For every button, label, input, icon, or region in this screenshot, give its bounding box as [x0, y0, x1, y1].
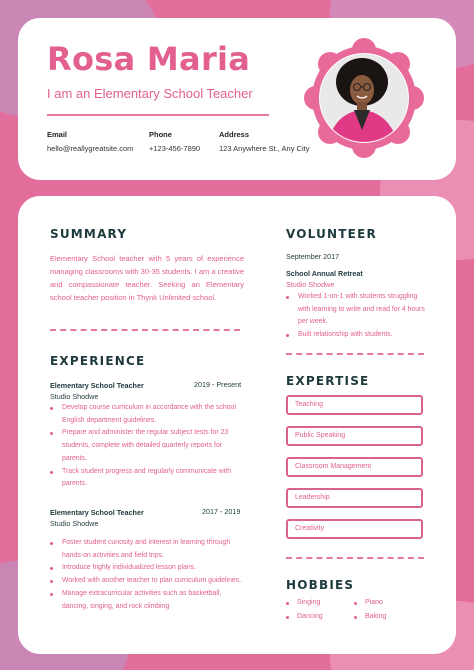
job-company: Studio Shodwe [50, 392, 99, 401]
skill-item: Public Speaking [286, 426, 423, 446]
contact-value: 123 Anywhere St., Any City [219, 144, 310, 153]
volunteer-event: School Annual Retreat [286, 269, 363, 278]
contact-value: hello@reallygreatsite.com [47, 144, 134, 153]
hobby-item: Baking [354, 613, 386, 620]
list-item: Worked with another teacher to plan curriculum guidelines. [50, 575, 246, 588]
list-item: Manage extracurricular activities such as basketball, dancing, singing, and rock climbing [50, 588, 246, 613]
summary-heading: SUMMARY [50, 227, 128, 241]
divider [50, 329, 240, 331]
profile-photo-image [304, 38, 424, 158]
contact-label: Email [47, 130, 68, 139]
hobbies-heading: HOBBIES [286, 578, 355, 592]
divider [47, 114, 269, 116]
contact-label: Phone [149, 130, 172, 139]
list-item: Worked 1-on-1 with students struggling with learning to write and read for 4 hours per week. [286, 291, 426, 329]
job-title: Elementary School Teacher [50, 508, 144, 517]
skill-item: Leadership [286, 488, 423, 508]
contact-label: Address [219, 130, 250, 139]
job-bullets [50, 537, 246, 613]
profile-photo [304, 38, 424, 158]
list-item: Foster student curiosity and interest in learning through hands-on activities and field trips. [50, 537, 246, 562]
job-bullets [50, 402, 246, 491]
job-company: Studio Shodwe [50, 519, 99, 528]
contact-value: +123-456-7890 [149, 144, 201, 153]
body-card [18, 196, 456, 654]
header-card [18, 18, 456, 180]
hobby-item: Piano [354, 599, 383, 606]
job-title: Elementary School Teacher [50, 381, 144, 390]
volunteer-heading: VOLUNTEER [286, 227, 377, 241]
summary-text: Elementary School teacher with 5 years of experience managing classrooms with 30-35 students. I am a creative and compassionate teacher. Seeking an Elementary school teacher position in Thynk Unlimited school. [50, 254, 244, 302]
volunteer-date: September 2017 [286, 252, 340, 261]
contact-address [219, 130, 309, 153]
list-item: Track student progress and regularly communicate with parents. [50, 466, 246, 491]
volunteer-org: Studio Shodwe [286, 280, 335, 289]
list-item: Prepare and administer the regular subject tests for 23 students, complete with detailed quarterly reports for parents. [50, 427, 246, 465]
contact-phone [149, 130, 200, 153]
list-item: Built relationship with students. [286, 329, 426, 342]
role-subtitle: I am an Elementary School Teacher [47, 86, 253, 101]
skill-item: Teaching [286, 395, 423, 415]
name-title: Rosa Maria [47, 40, 251, 78]
divider [286, 353, 424, 355]
divider [286, 557, 424, 559]
contact-email [47, 130, 133, 153]
hobby-item: Dancing [286, 613, 323, 620]
volunteer-bullets [286, 291, 426, 342]
job-date: 2017 - 2019 [202, 507, 241, 516]
skill-item: Creativity [286, 519, 423, 539]
hobby-item: Singing [286, 599, 320, 606]
skill-item: Classroom Management [286, 457, 423, 477]
job-date: 2019 - Present [194, 380, 242, 389]
list-item: Develop course curriculum in accordance with the school English department guidelines. [50, 402, 246, 427]
expertise-heading: EXPERTISE [286, 374, 370, 388]
list-item: Introduce highly individualized lesson plans. [50, 562, 246, 575]
experience-heading: EXPERIENCE [50, 354, 146, 368]
